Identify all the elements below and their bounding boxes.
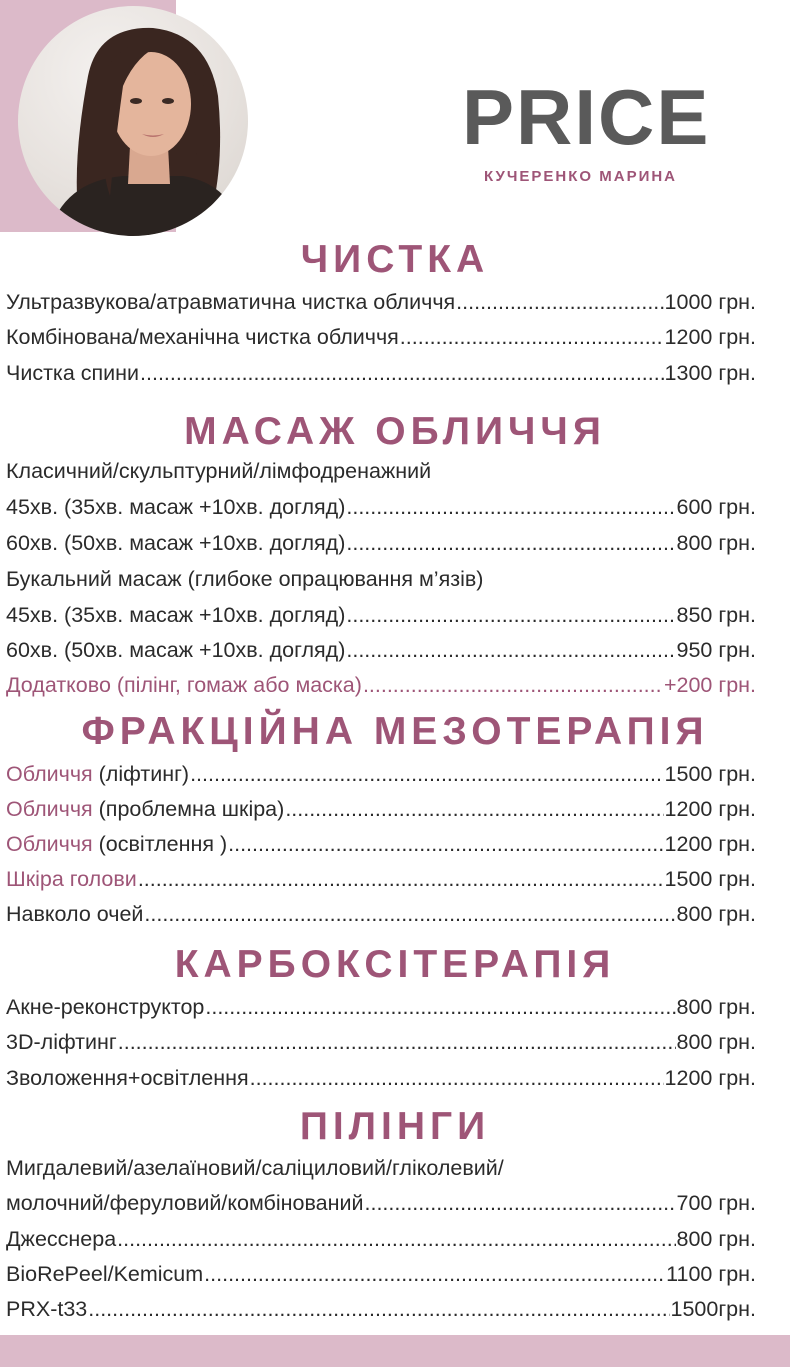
service-price: 1200 грн. bbox=[664, 832, 756, 856]
service-name: Додатково (пілінг, гомаж або маска) bbox=[6, 673, 362, 697]
list-item bbox=[6, 864, 756, 894]
service-name: Комбінована/механічна чистка обличчя bbox=[6, 325, 399, 349]
service-price: 700 грн. bbox=[676, 1191, 756, 1215]
service-name: 60хв. (50хв. масаж +10хв. догляд) bbox=[6, 531, 346, 555]
list-item bbox=[6, 759, 756, 789]
dot-leader bbox=[205, 992, 675, 1022]
owner-name: КУЧЕРЕНКО МАРИНА bbox=[484, 168, 678, 185]
list-item bbox=[6, 829, 756, 859]
service-price: 1500 грн. bbox=[664, 867, 756, 891]
service-name bbox=[6, 899, 143, 929]
dot-leader bbox=[190, 759, 663, 789]
section-title-carboxy: КАРБОКСІТЕРАПІЯ bbox=[174, 943, 616, 986]
list-item bbox=[6, 992, 756, 1022]
list-item bbox=[6, 635, 756, 665]
dot-leader bbox=[117, 1224, 675, 1254]
section-title-cleaning: ЧИСТКА bbox=[300, 238, 490, 281]
dot-leader bbox=[250, 1063, 664, 1093]
service-name bbox=[6, 829, 227, 859]
service-price: 1100 грн. bbox=[666, 1262, 756, 1286]
service-name: 60хв. (50хв. масаж +10хв. догляд) bbox=[6, 638, 346, 662]
service-name: PRX-t33 bbox=[6, 1297, 88, 1321]
list-item bbox=[6, 1294, 756, 1324]
list-item bbox=[6, 1063, 756, 1093]
service-price: 1500 грн. bbox=[664, 762, 756, 786]
section-title-meso: ФРАКЦІЙНА МЕЗОТЕРАПІЯ bbox=[81, 710, 709, 753]
list-item bbox=[6, 358, 756, 388]
dot-leader bbox=[285, 794, 663, 824]
service-area: Обличчя bbox=[6, 832, 93, 856]
dot-leader bbox=[118, 1027, 676, 1057]
service-price: 850 грн. bbox=[676, 603, 756, 627]
service-price: 800 грн. bbox=[676, 995, 756, 1019]
service-price: 800 грн. bbox=[676, 1227, 756, 1251]
service-price: +200 грн. bbox=[663, 673, 756, 697]
service-price: 1500грн. bbox=[670, 1297, 756, 1321]
section-title-massage: МАСАЖ ОБЛИЧЧЯ bbox=[184, 410, 606, 453]
service-price: 1300 грн. bbox=[664, 361, 756, 385]
portrait-photo bbox=[18, 6, 248, 236]
list-item bbox=[6, 1188, 756, 1218]
service-price: 1000 грн. bbox=[664, 290, 756, 314]
service-name: Зволоження+освітлення bbox=[6, 1066, 249, 1090]
bottom-band bbox=[0, 1335, 790, 1367]
service-price: 800 грн. bbox=[676, 1030, 756, 1054]
service-price: 800 грн. bbox=[676, 531, 756, 555]
massage-subheading: Букальний масаж (глибоке опрацювання м’язів) bbox=[6, 567, 484, 591]
dot-leader bbox=[456, 287, 663, 317]
price-title: PRICE bbox=[462, 73, 711, 161]
list-item bbox=[6, 322, 756, 352]
dot-leader bbox=[365, 1188, 676, 1218]
dot-leader bbox=[88, 1294, 669, 1324]
service-name: молочний/феруловий/комбінований bbox=[6, 1191, 364, 1215]
service-detail: Навколо очей bbox=[6, 902, 144, 926]
service-area: Шкіра голови bbox=[6, 867, 137, 891]
service-name bbox=[6, 794, 284, 824]
service-detail: (ліфтинг) bbox=[92, 762, 190, 786]
dot-leader bbox=[140, 358, 664, 388]
service-price: 1200 грн. bbox=[664, 1066, 756, 1090]
list-item bbox=[6, 492, 756, 522]
dot-leader bbox=[346, 600, 675, 630]
list-item bbox=[6, 794, 756, 824]
list-item bbox=[6, 287, 756, 317]
dot-leader bbox=[138, 864, 664, 894]
list-item bbox=[6, 1224, 756, 1254]
service-price: 600 грн. bbox=[676, 495, 756, 519]
dot-leader bbox=[363, 670, 663, 700]
service-name: 3D-ліфтинг bbox=[6, 1030, 117, 1054]
massage-subheading: Класичний/скульптурний/лімфодренажний bbox=[6, 459, 432, 483]
service-name bbox=[6, 864, 137, 894]
list-item bbox=[6, 899, 756, 929]
service-detail: (проблемна шкіра) bbox=[92, 797, 285, 821]
list-item bbox=[6, 1027, 756, 1057]
list-item bbox=[6, 600, 756, 630]
service-name: Джесснера bbox=[6, 1227, 117, 1251]
dot-leader bbox=[346, 528, 675, 558]
service-name: Акне-реконструктор bbox=[6, 995, 205, 1019]
dot-leader bbox=[400, 322, 664, 352]
section-title-peels: ПІЛІНГИ bbox=[299, 1105, 491, 1148]
service-area: Обличчя bbox=[6, 797, 93, 821]
service-price: 800 грн. bbox=[676, 902, 756, 926]
service-name: Ультразвукова/атравматична чистка обличчя bbox=[6, 290, 456, 314]
list-item-extra bbox=[6, 670, 756, 700]
dot-leader bbox=[228, 829, 663, 859]
service-detail: (освітлення ) bbox=[92, 832, 228, 856]
peels-acids-line: Мигдалевий/азелаїновий/саліциловий/гліколевий/ bbox=[6, 1156, 504, 1180]
list-item bbox=[6, 528, 756, 558]
service-name: BioRePeel/Kemicum bbox=[6, 1262, 204, 1286]
service-area: Обличчя bbox=[6, 762, 93, 786]
dot-leader bbox=[346, 492, 675, 522]
dot-leader bbox=[144, 899, 675, 929]
service-name: 45хв. (35хв. масаж +10хв. догляд) bbox=[6, 495, 346, 519]
service-price: 1200 грн. bbox=[664, 797, 756, 821]
dot-leader bbox=[204, 1259, 665, 1289]
service-price: 950 грн. bbox=[676, 638, 756, 662]
service-name: 45хв. (35хв. масаж +10хв. догляд) bbox=[6, 603, 346, 627]
service-name bbox=[6, 759, 189, 789]
list-item bbox=[6, 1259, 756, 1289]
service-price: 1200 грн. bbox=[664, 325, 756, 349]
service-name: Чистка спини bbox=[6, 361, 140, 385]
dot-leader bbox=[346, 635, 675, 665]
